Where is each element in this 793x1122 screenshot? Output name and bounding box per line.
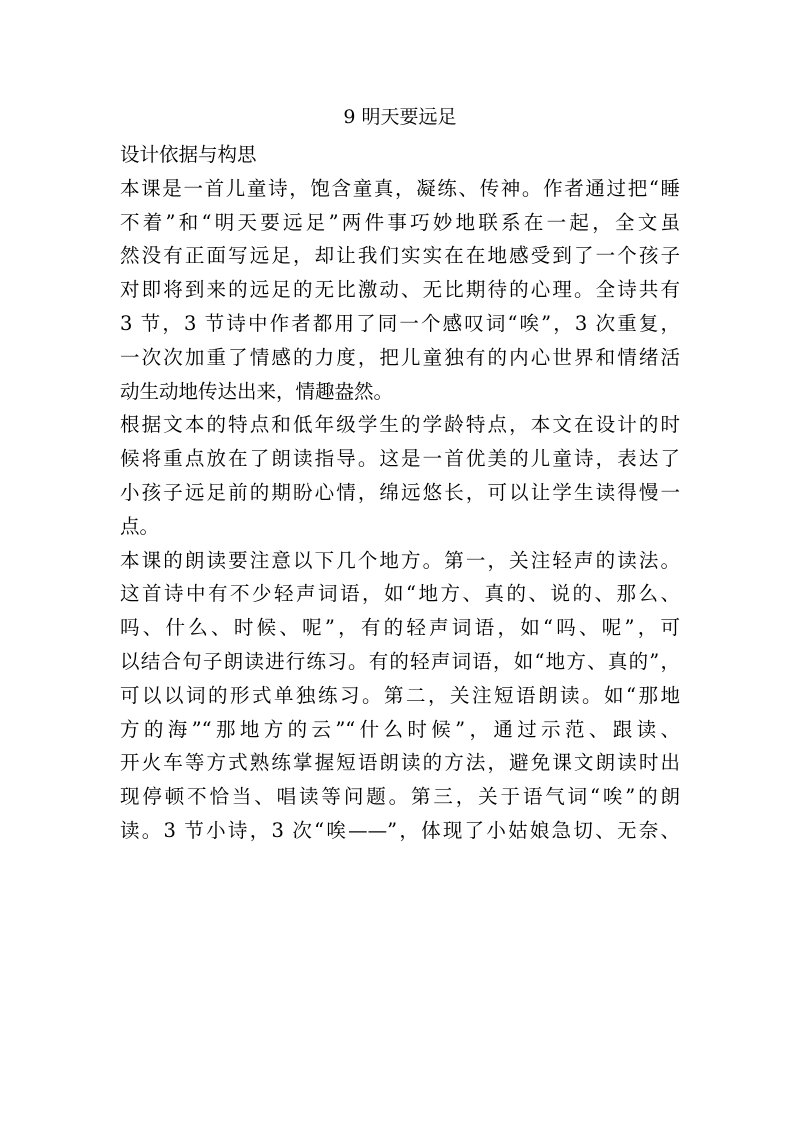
paragraph-line: 不着”和“明天要远足”两件事巧妙地联系在一起，全文虽 [120,210,680,234]
paragraph-line: 现停顿不恰当、唱读等问题。第三，关于语气词“唉”的朗 [120,785,680,809]
document-page [120,96,680,848]
paragraph-line: 以结合句子朗读进行练习。有的轻声词语，如“地方、真的”， [120,649,680,673]
paragraph-line: 小孩子远足前的期盼心情，绵远悠长，可以让学生读得慢一 [120,480,680,504]
paragraph-line: 方的海”“那地方的云”“什么时候”，通过示范、跟读、 [120,717,680,741]
paragraph-line: 读。3 节小诗，3 次“唉——”，体现了小姑娘急切、无奈、 [120,818,680,842]
paragraph-line: 然没有正面写远足，却让我们实实在在地感受到了一个孩子 [120,244,680,268]
paragraph-line: 候将重点放在了朗读指导。这是一首优美的儿童诗，表达了 [120,447,680,471]
document-title: 9 明天要远足 [343,106,457,128]
paragraph-line: 这首诗中有不少轻声词语，如“地方、真的、说的、那么、 [120,582,680,606]
paragraph-line: 可以以词的形式单独练习。第二，关注短语朗读。如“那地 [120,683,680,707]
section-heading: 设计依据与构思 [120,143,257,166]
paragraph-line: 动生动地传达出来，情趣盎然。 [120,379,394,403]
paragraph-line: 本课的朗读要注意以下几个地方。第一，关注轻声的读法。 [120,548,680,572]
paragraph-line: 对即将到来的远足的无比激动、无比期待的心理。全诗共有 [120,278,680,302]
paragraph-line: 本课是一首儿童诗，饱含童真，凝练、传神。作者通过把“睡 [120,176,680,200]
paragraph-line: 点。 [120,514,160,538]
paragraph-line: 根据文本的特点和低年级学生的学龄特点，本文在设计的时 [120,413,680,437]
paragraph-line: 3 节，3 节诗中作者都用了同一个感叹词“唉”，3 次重复， [120,311,680,335]
paragraph-line: 吗、什么、时候、呢”，有的轻声词语，如“吗、呢”，可 [120,616,680,640]
paragraph-line: 开火车等方式熟练掌握短语朗读的方法，避免课文朗读时出 [120,751,680,775]
paragraph-line: 一次次加重了情感的力度，把儿童独有的内心世界和情绪活 [120,345,680,369]
